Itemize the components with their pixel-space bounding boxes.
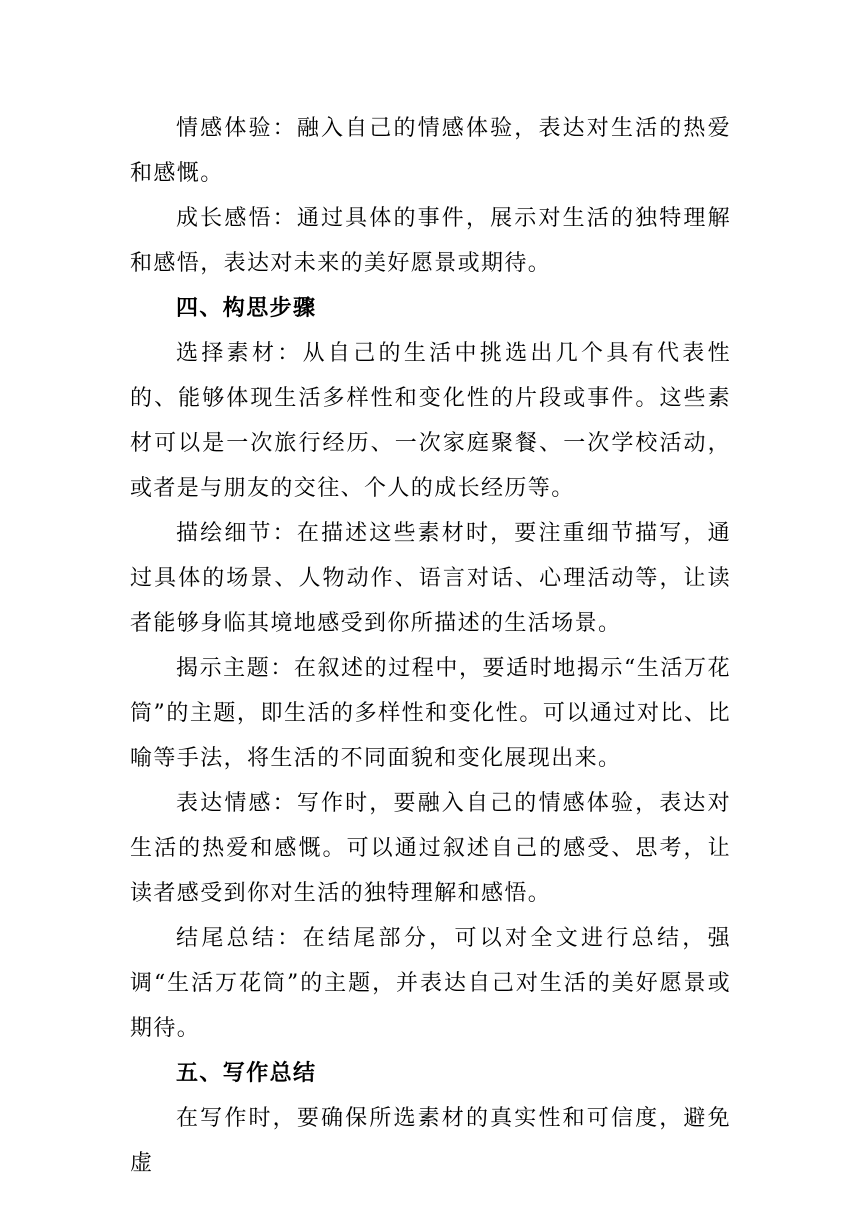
paragraph-emotional-experience: 情感体验：融入自己的情感体验，表达对生活的热爱和感慨。: [130, 116, 731, 186]
section-heading-conception-steps: 四、构思步骤: [176, 296, 317, 321]
paragraph-express-emotion: 表达情感：写作时，要融入自己的情感体验，表达对生活的热爱和感慨。可以通过叙述自己的感受、思考，让读者感受到你对生活的独特理解和感悟。: [130, 791, 731, 906]
paragraph-select-material: 选择素材：从自己的生活中挑选出几个具有代表性的、能够体现生活多样性和变化性的片段或事件。这些素材可以是一次旅行经历、一次家庭聚餐、一次学校活动，或者是与朋友的交往、个人的成长经历等。: [130, 341, 731, 501]
paragraph-growth-insight: 成长感悟：通过具体的事件，展示对生活的独特理解和感悟，表达对未来的美好愿景或期待。: [130, 206, 731, 276]
section-heading-writing-summary: 五、写作总结: [176, 1061, 317, 1086]
paragraph-depict-details: 描绘细节：在描述这些素材时，要注重细节描写，通过具体的场景、人物动作、语言对话、心理活动等，让读者能够身临其境地感受到你所描述的生活场景。: [130, 521, 731, 636]
paragraph-writing-authenticity: 在写作时，要确保所选素材的真实性和可信度，避免虚: [130, 1106, 731, 1176]
document-page: [130, 106, 731, 1186]
paragraph-ending-summary: 结尾总结：在结尾部分，可以对全文进行总结，强调“生活万花筒”的主题，并表达自己对生活的美好愿景或期待。: [130, 926, 731, 1041]
paragraph-reveal-theme: 揭示主题：在叙述的过程中，要适时地揭示“生活万花筒”的主题，即生活的多样性和变化性。可以通过对比、比喻等手法，将生活的不同面貌和变化展现出来。: [130, 656, 731, 771]
